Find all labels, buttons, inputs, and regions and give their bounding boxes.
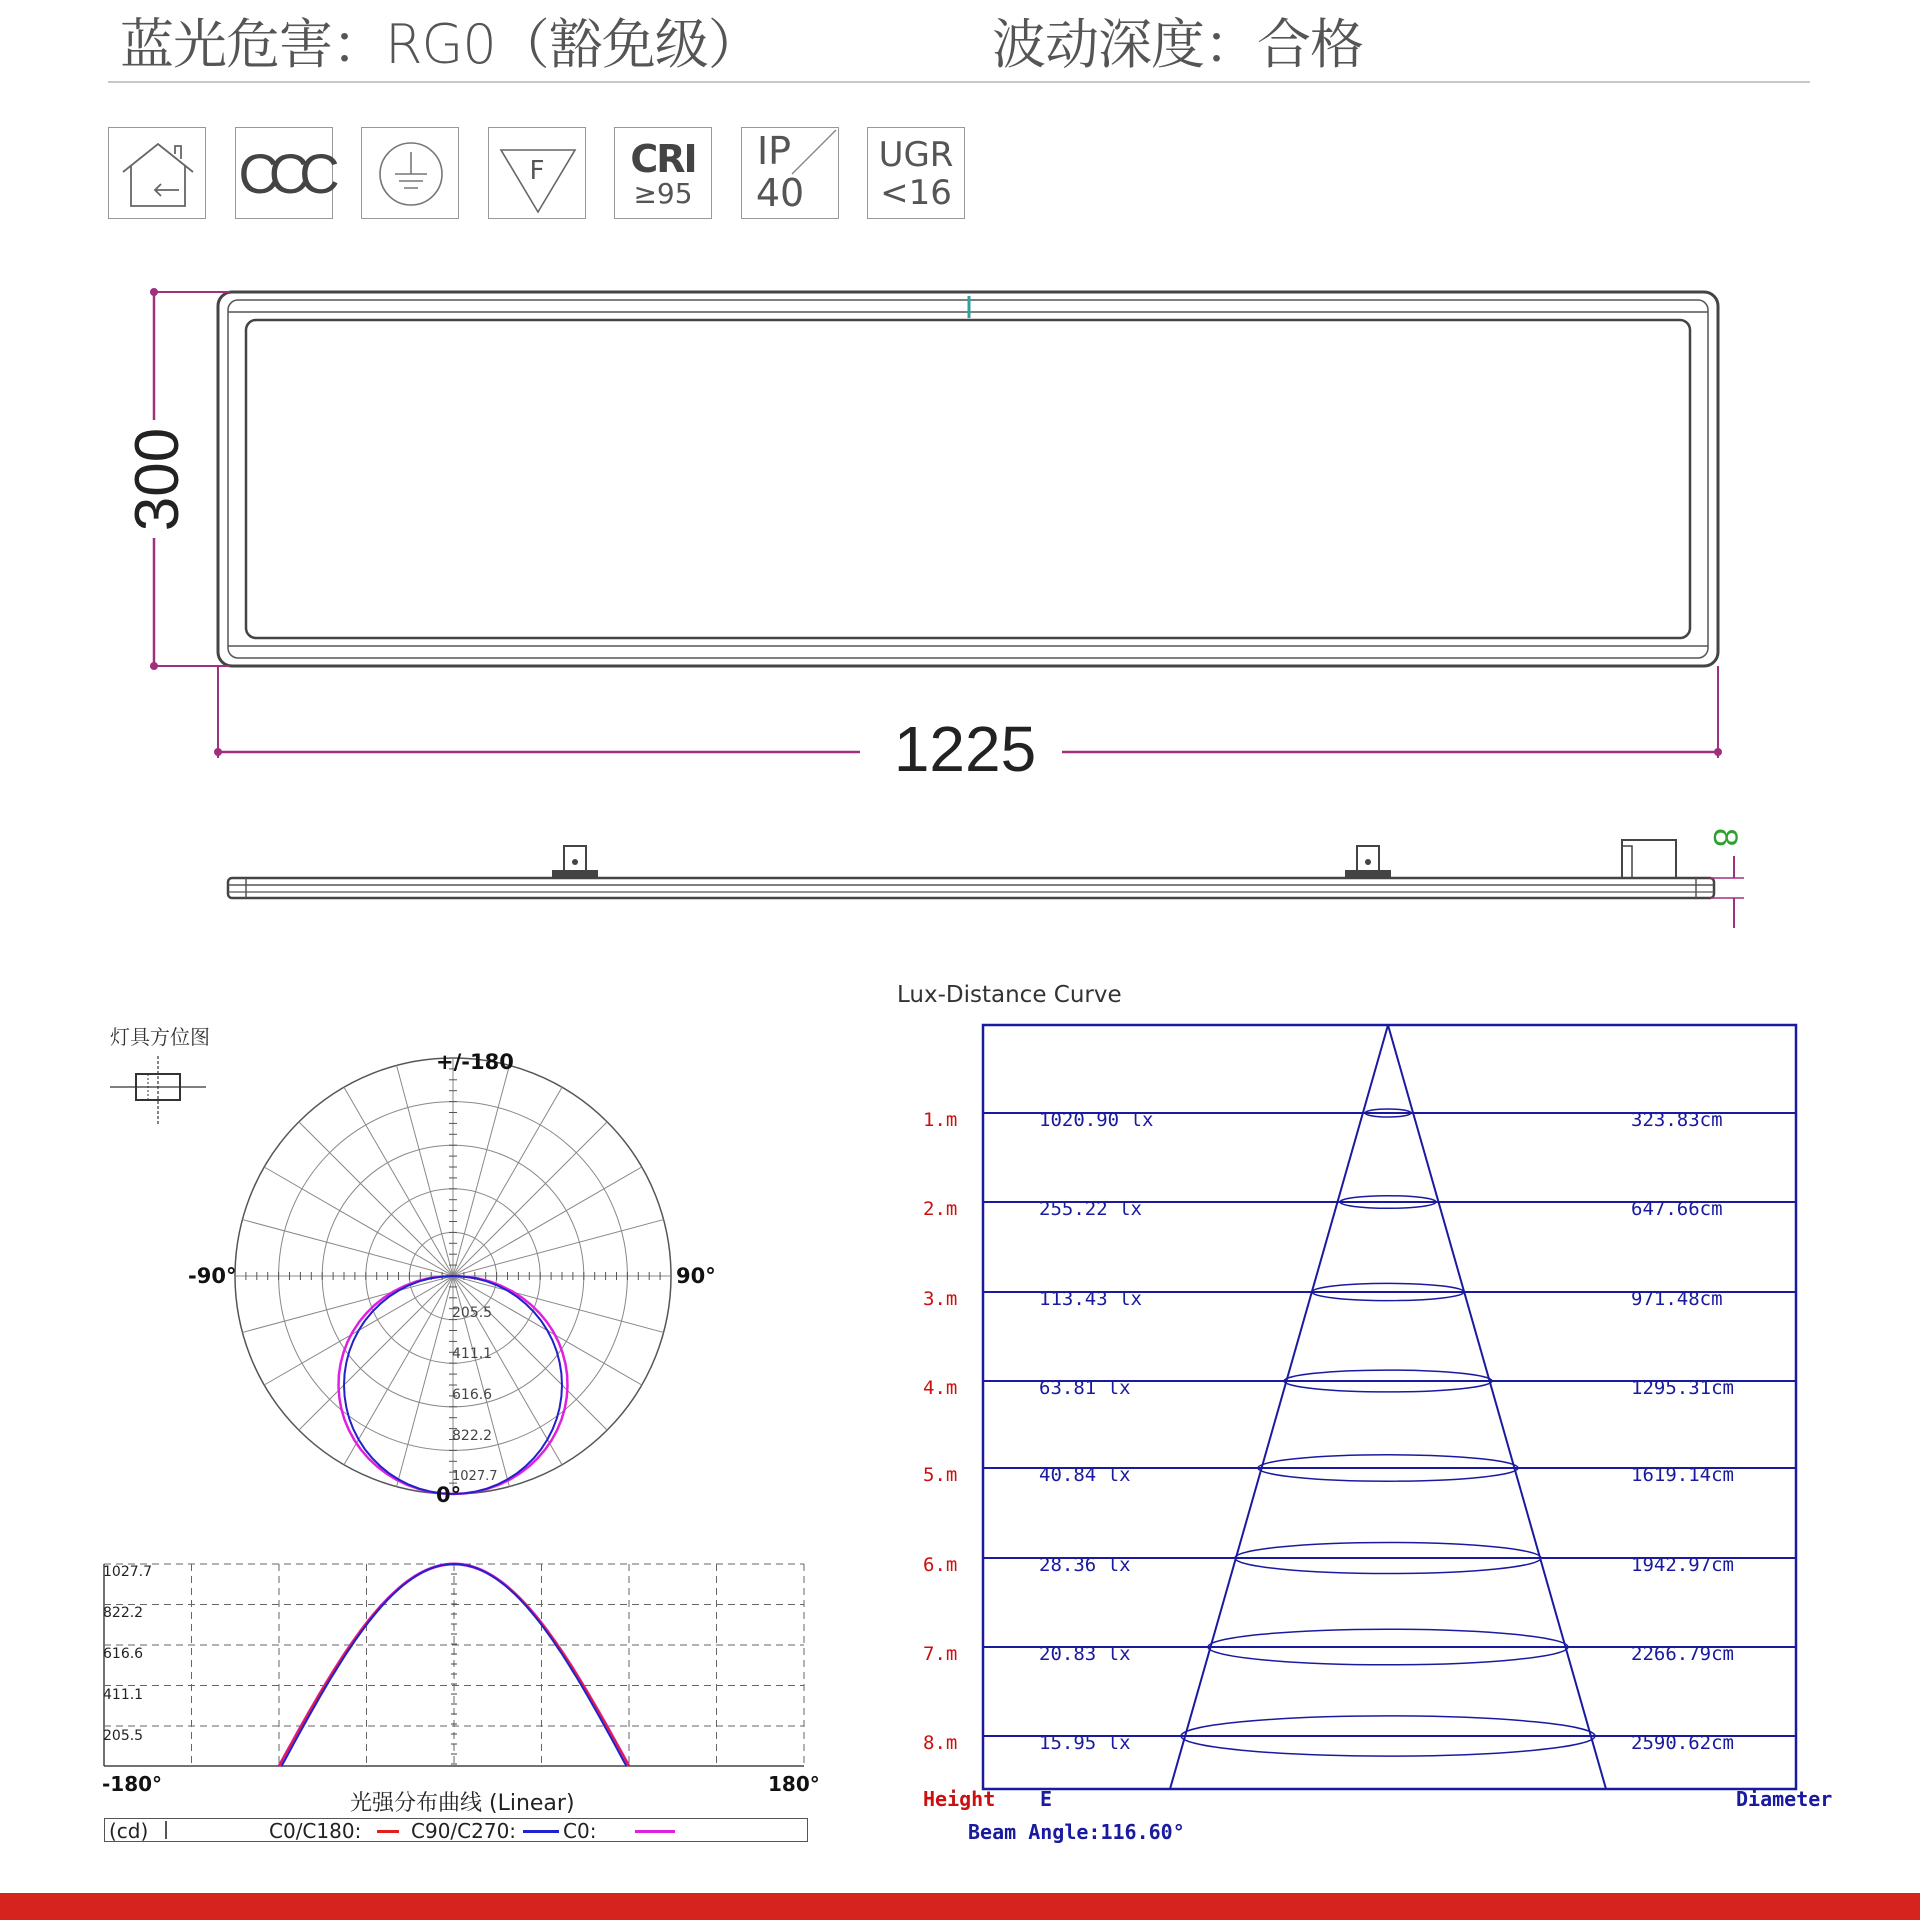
lux-row-lux: 15.95 lx bbox=[1039, 1732, 1131, 1754]
lux-row-height: 7.m bbox=[923, 1643, 958, 1665]
polar-bottom-label: 0° bbox=[436, 1483, 462, 1507]
flicker-depth-spec: 波动深度：合格 bbox=[992, 13, 1363, 76]
lux-row-lux: 40.84 lx bbox=[1039, 1464, 1131, 1486]
linear-legend bbox=[104, 1818, 808, 1842]
indoor-use-icon bbox=[108, 127, 206, 219]
polar-top-label: +/-180 bbox=[436, 1050, 514, 1074]
linear-y-tick: 411.1 bbox=[103, 1687, 144, 1703]
lux-row-height: 5.m bbox=[923, 1464, 958, 1486]
thickness-dimension-label: 8 bbox=[1705, 828, 1744, 847]
legend-c0-label: C0: bbox=[563, 1819, 597, 1843]
f-mark-icon: F bbox=[488, 127, 586, 219]
lux-height-label: Height bbox=[923, 1787, 996, 1811]
mounting-clip-right bbox=[1345, 846, 1391, 878]
linear-chart-title: 光强分布曲线 (Linear) bbox=[350, 1791, 575, 1816]
lux-row-diameter: 1295.31cm bbox=[1631, 1377, 1734, 1399]
lux-chart-frame bbox=[983, 1025, 1796, 1789]
polar-ring-label: 411.1 bbox=[452, 1346, 493, 1362]
lux-row-diameter: 323.83cm bbox=[1631, 1109, 1723, 1131]
polar-ring-label: 616.6 bbox=[452, 1387, 493, 1403]
lux-row-diameter: 1942.97cm bbox=[1631, 1554, 1734, 1576]
legend-c0-c180-swatch bbox=[377, 1830, 399, 1833]
height-dimension-label-box bbox=[106, 420, 210, 538]
panel-technical-drawing bbox=[0, 270, 1920, 940]
beam-angle-label: Beam Angle:116.60° bbox=[968, 1820, 1185, 1844]
lux-row-lux: 20.83 lx bbox=[1039, 1643, 1131, 1665]
linear-x-left-label: -180° bbox=[102, 1772, 163, 1796]
mounting-clip-left bbox=[552, 846, 598, 878]
polar-ring-label: 1027.7 bbox=[452, 1469, 498, 1484]
lux-row-height: 3.m bbox=[923, 1288, 958, 1310]
lux-row-height: 6.m bbox=[923, 1554, 958, 1576]
polar-ring-label: 205.5 bbox=[452, 1305, 493, 1321]
legend-c0-c180-label: C0/C180: bbox=[269, 1819, 362, 1843]
linear-grid bbox=[104, 1564, 804, 1766]
legend-divider bbox=[165, 1821, 167, 1839]
legend-unit: (cd) bbox=[109, 1819, 149, 1843]
linear-y-tick: 205.5 bbox=[103, 1728, 144, 1744]
linear-y-tick: 1027.7 bbox=[103, 1564, 152, 1580]
orientation-label: 灯具方位图 bbox=[110, 1025, 210, 1049]
driver-box bbox=[1622, 840, 1676, 878]
beam-edge-left bbox=[1170, 1025, 1388, 1789]
lux-row-lux: 28.36 lx bbox=[1039, 1554, 1131, 1576]
lux-row-diameter: 2266.79cm bbox=[1631, 1643, 1734, 1665]
beam-edge-right bbox=[1388, 1025, 1606, 1789]
lux-row-diameter: 647.66cm bbox=[1631, 1198, 1723, 1220]
header-divider bbox=[108, 81, 1810, 83]
lux-row-diameter: 971.48cm bbox=[1631, 1288, 1723, 1310]
polar-intensity-chart bbox=[180, 1040, 700, 1540]
panel-side-view bbox=[228, 878, 1714, 898]
linear-y-tick: 822.2 bbox=[103, 1605, 144, 1621]
lux-row-lux: 63.81 lx bbox=[1039, 1377, 1131, 1399]
linear-intensity-chart bbox=[100, 1556, 820, 1776]
lux-distance-chart bbox=[900, 1010, 1900, 1890]
lux-row-height: 2.m bbox=[923, 1198, 958, 1220]
cri-icon: CRI ≥95 bbox=[614, 127, 712, 219]
footer-bar bbox=[0, 1893, 1920, 1920]
legend-c0-swatch bbox=[635, 1830, 675, 1833]
lux-chart-title: Lux-Distance Curve bbox=[897, 982, 1122, 1008]
panel-frame-inner-edge bbox=[228, 300, 1708, 658]
polar-ring-label: 822.2 bbox=[452, 1428, 493, 1444]
height-dimension-label: 300 bbox=[123, 427, 193, 531]
lux-row-height: 4.m bbox=[923, 1377, 958, 1399]
lux-row-height: 1.m bbox=[923, 1109, 958, 1131]
lux-row-height: 8.m bbox=[923, 1732, 958, 1754]
lux-row-lux: 113.43 lx bbox=[1039, 1288, 1142, 1310]
lux-row-diameter: 2590.62cm bbox=[1631, 1732, 1734, 1754]
ugr-icon: UGR <16 bbox=[867, 127, 965, 219]
polar-right-label: 90° bbox=[676, 1264, 716, 1288]
lux-diameter-label: Diameter bbox=[1736, 1787, 1833, 1811]
ccc-icon: CCC bbox=[235, 127, 333, 219]
legend-c90-c270-swatch bbox=[523, 1830, 559, 1833]
lux-e-label: E bbox=[1040, 1787, 1053, 1811]
lux-row-diameter: 1619.14cm bbox=[1631, 1464, 1734, 1486]
lux-beam-cone bbox=[1170, 1025, 1606, 1789]
panel-light-area bbox=[246, 320, 1690, 638]
panel-outer-frame bbox=[218, 292, 1718, 666]
ground-icon bbox=[361, 127, 459, 219]
width-dimension-label: 1225 bbox=[893, 713, 1037, 785]
lux-row-lux: 1020.90 lx bbox=[1039, 1109, 1154, 1131]
blue-light-hazard-spec: 蓝光危害：RG0（豁免级） bbox=[120, 13, 761, 76]
ip-icon: IP 40 bbox=[741, 127, 839, 219]
linear-y-tick: 616.6 bbox=[103, 1646, 144, 1662]
lux-row-lux: 255.22 lx bbox=[1039, 1198, 1142, 1220]
linear-x-right-label: 180° bbox=[768, 1772, 820, 1796]
legend-c90-c270-label: C90/C270: bbox=[411, 1819, 517, 1843]
polar-left-label: -90° bbox=[188, 1264, 237, 1288]
